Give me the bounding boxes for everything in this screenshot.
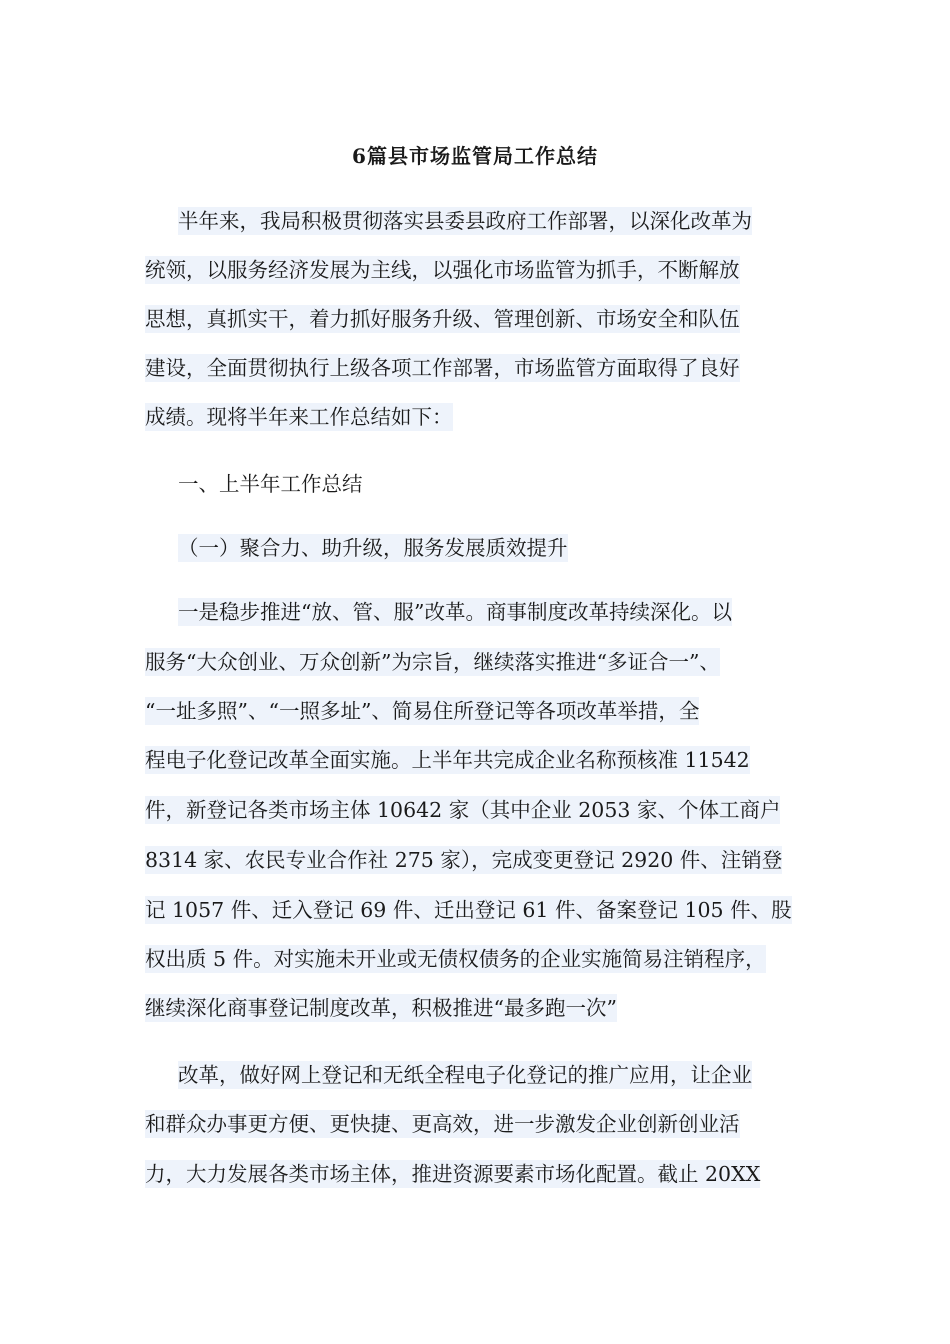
text-line: 建设，全面贯彻执行上级各项工作部署，市场监管方面取得了良好	[145, 356, 740, 380]
text-line: 服务“大众创业、万众创新”为宗旨，继续落实推进“多证合一”、	[145, 650, 720, 674]
text-line: 思想，真抓实干，着力抓好服务升级、管理创新、市场安全和队伍	[145, 307, 740, 331]
subsection-heading: （一）聚合力、助升级，服务发展质效提升	[178, 536, 568, 560]
section-heading: 一、上半年工作总结	[178, 472, 363, 496]
text-line: 记 1057 件、迁入登记 69 件、迁出登记 61 件、备案登记 105 件、股	[145, 898, 792, 922]
document-title: 6篇县市场监管局工作总结	[352, 144, 598, 168]
text-line: 8314 家、农民专业合作社 275 家），完成变更登记 2920 件、注销登	[145, 848, 783, 872]
text-line: 程电子化登记改革全面实施。上半年共完成企业名称预核准 11542	[145, 748, 750, 772]
text-line: 件，新登记各类市场主体 10642 家（其中企业 2053 家、个体工商户	[145, 798, 781, 822]
text-line: 成绩。现将半年来工作总结如下：	[145, 405, 453, 429]
text-line: 继续深化商事登记制度改革，积极推进“最多跑一次”	[145, 996, 617, 1020]
text-line: 半年来，我局积极贯彻落实县委县政府工作部署，以深化改革为	[178, 209, 752, 233]
text-line: 改革，做好网上登记和无纸全程电子化登记的推广应用，让企业	[178, 1063, 752, 1087]
text-line: 统领，以服务经济发展为主线，以强化市场监管为抓手，不断解放	[145, 258, 740, 282]
text-line: 和群众办事更方便、更快捷、更高效，进一步激发企业创新创业活	[145, 1112, 740, 1136]
text-line: “一址多照”、“一照多址”、简易住所登记等各项改革举措，全	[145, 699, 700, 723]
text-line: 力，大力发展各类市场主体，推进资源要素市场化配置。截止 20XX	[145, 1162, 761, 1186]
text-line: 权出质 5 件。对实施未开业或无债权债务的企业实施简易注销程序，	[145, 947, 766, 971]
text-line: 一是稳步推进“放、管、服”改革。商事制度改革持续深化。以	[178, 600, 732, 624]
